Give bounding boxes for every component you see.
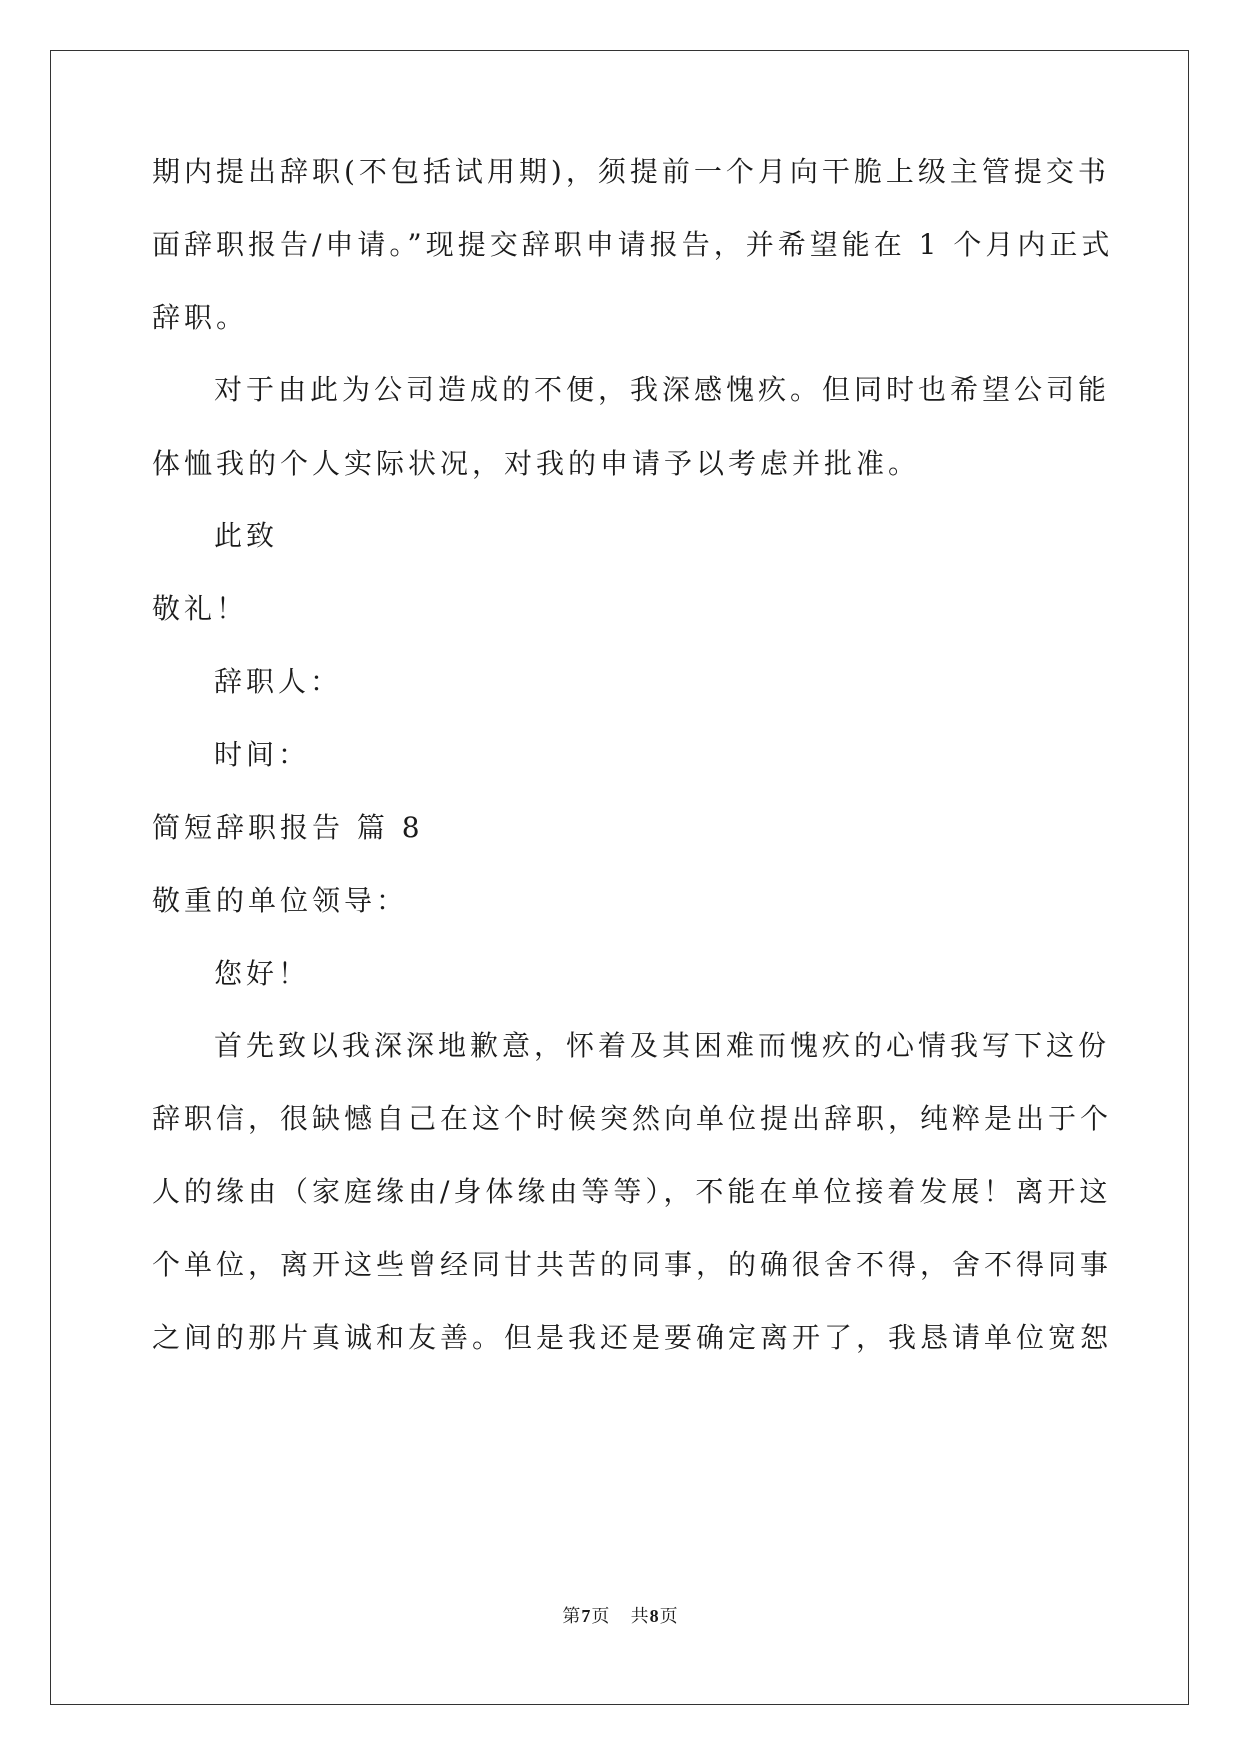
paragraph-line: 对于由此为公司造成的不便，我深感愧疚。但同时也希望公司能	[214, 373, 1111, 406]
page-border	[50, 50, 1189, 1705]
section-heading: 简短辞职报告 篇 8	[152, 811, 424, 844]
page-suffix: 页	[591, 1606, 611, 1627]
date-label: 时间：	[214, 738, 311, 771]
greeting-recipient: 敬重的单位领导：	[152, 884, 409, 917]
paragraph-line: 辞职信，很缺憾自己在这个时候突然向单位提出辞职，纯粹是出于个	[152, 1102, 1113, 1135]
paragraph-line: 辞职。	[152, 301, 249, 334]
closing-salutation: 此致	[214, 519, 279, 552]
paragraph-line: 个单位，离开这些曾经同甘共苦的同事，的确很舍不得，舍不得同事	[152, 1248, 1113, 1281]
closing-regards: 敬礼！	[152, 592, 249, 625]
paragraph-line: 体恤我的个人实际状况，对我的申请予以考虑并批准。	[152, 447, 921, 480]
paragraph-line: 之间的那片真诚和友善。但是我还是要确定离开了，我恳请单位宽恕	[152, 1321, 1113, 1354]
paragraph-line: 人的缘由（家庭缘由/身体缘由等等），不能在单位接着发展！离开这	[152, 1175, 1112, 1208]
paragraph-line: 首先致以我深深地歉意，怀着及其困难而愧疚的心情我写下这份	[214, 1029, 1111, 1062]
greeting: 您好！	[214, 957, 311, 990]
paragraph-line: 期内提出辞职(不包括试用期)，须提前一个月向干脆上级主管提交书	[152, 155, 1110, 188]
total-suffix: 页	[659, 1606, 679, 1627]
page-footer	[0, 1604, 1241, 1629]
signature-label: 辞职人：	[214, 665, 343, 698]
total-prefix: 共	[630, 1606, 650, 1627]
page-prefix: 第	[562, 1606, 582, 1627]
paragraph-line: 面辞职报告/申请。”现提交辞职申请报告，并希望能在 1 个月内正式	[152, 228, 1114, 261]
current-page-number: 7	[581, 1606, 592, 1626]
total-page-number: 8	[649, 1606, 660, 1626]
